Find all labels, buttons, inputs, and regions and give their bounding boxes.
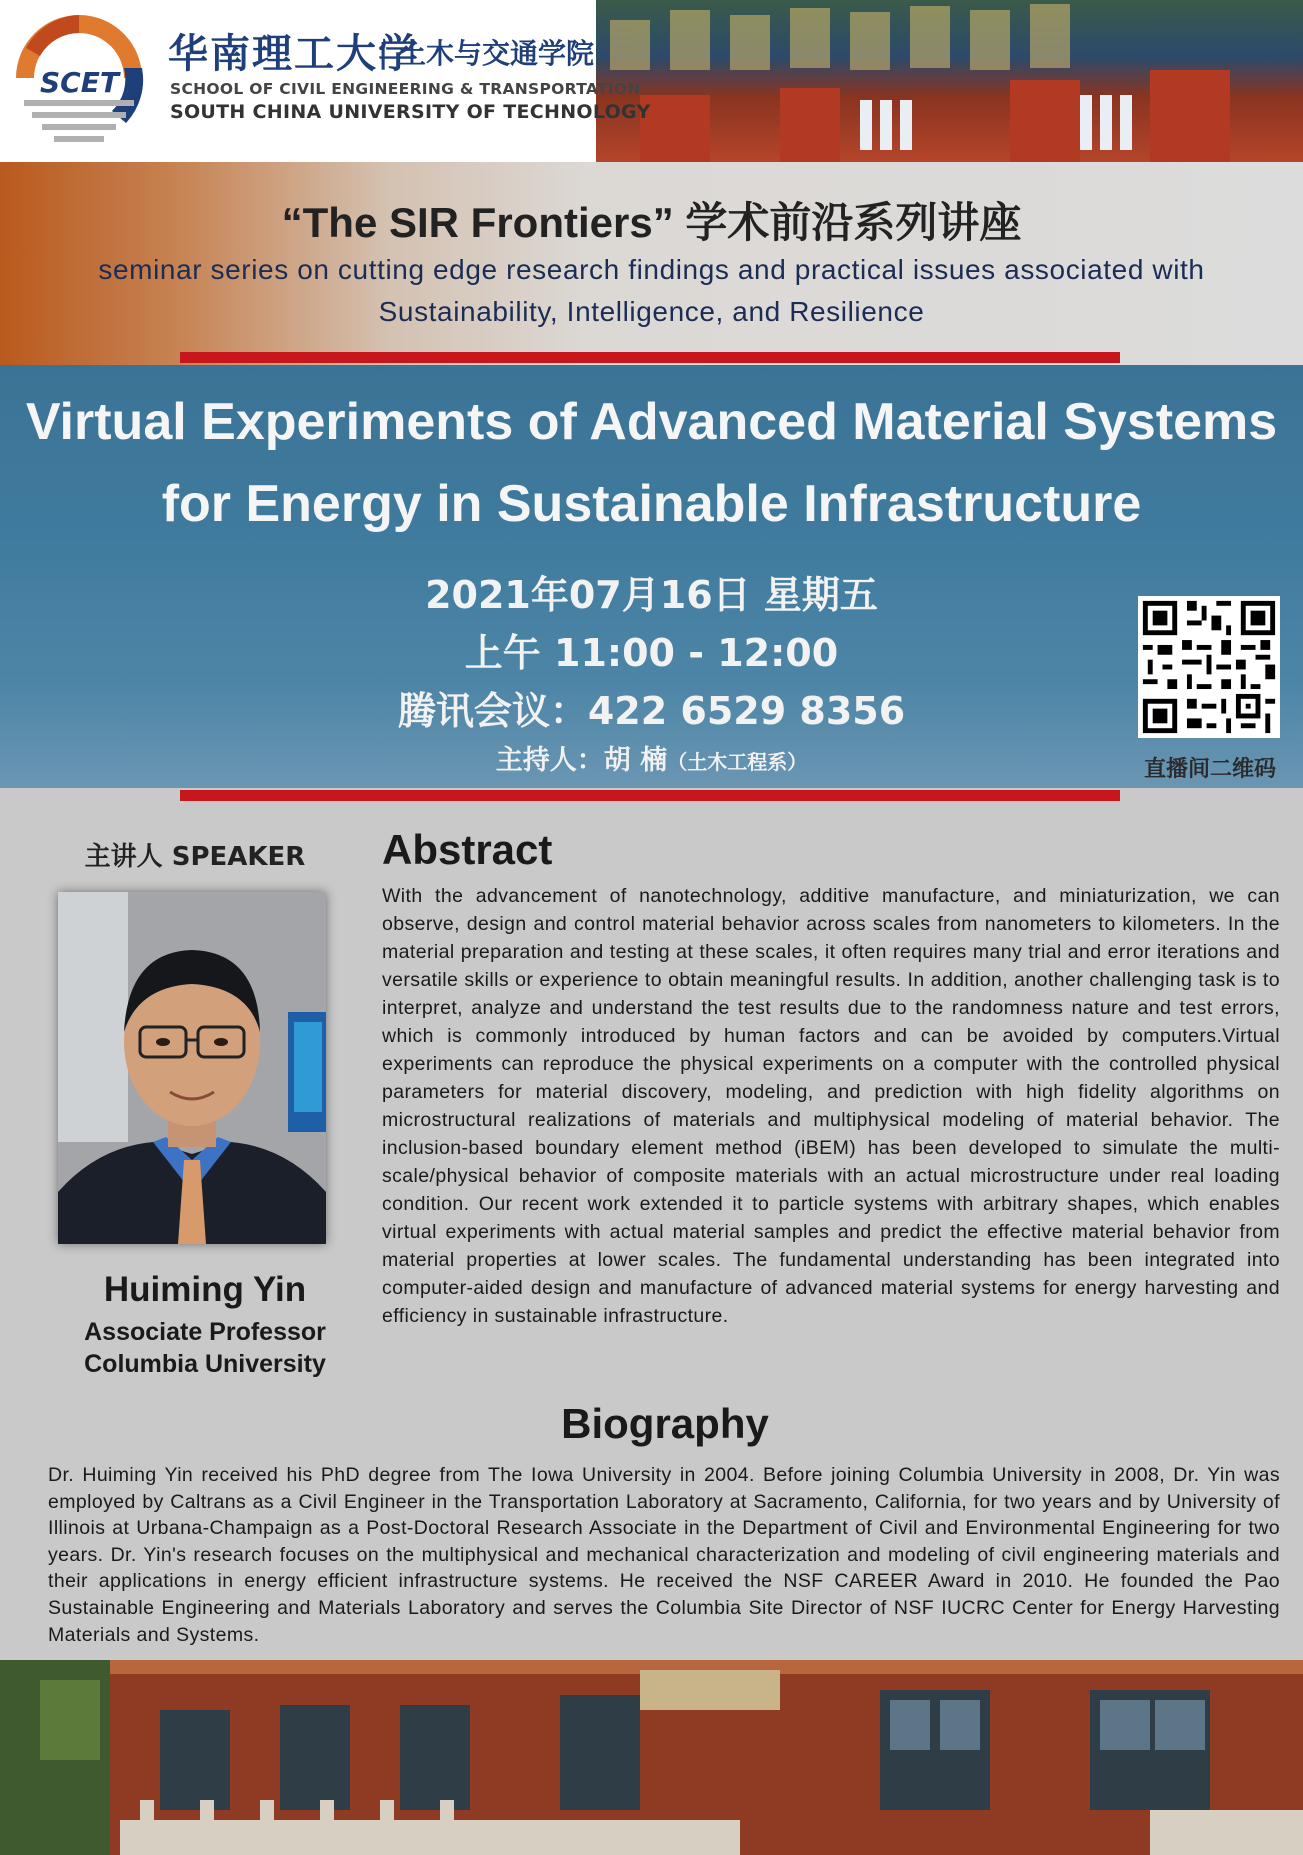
- tencent-meeting-id: 腾讯会议：422 6529 8356: [397, 689, 906, 733]
- host-name: 主持人：胡 楠: [495, 745, 668, 776]
- speaker-title: Associate Professor: [84, 1318, 326, 1346]
- university-name-en: SOUTH CHINA UNIVERSITY OF TECHNOLOGY: [170, 101, 651, 123]
- event-host: [0, 738, 1303, 777]
- university-name-cn: 华南理工大学: [168, 30, 420, 77]
- qr-code-label: 直播间二维码: [1143, 757, 1276, 782]
- abstract-heading: Abstract: [382, 826, 553, 873]
- qr-code-icon: [1138, 596, 1280, 738]
- red-divider-bottom: [180, 790, 1120, 801]
- speaker-photo: [58, 892, 326, 1244]
- school-logo-panel: [0, 0, 651, 162]
- logo-text: SCET: [40, 66, 119, 99]
- biography-text: Dr. Huiming Yin received his PhD degree from The Iowa University in 2004. Before joining Columbia University in 2008, Dr. Yin was employed by Caltrans as a Civil Engineer in the Transportation Laboratory at Sacramento, California, for two years and by University of Illinois at Urbana-Champaign as a Post-Doctoral Research Associate in the Department of Civil and Environmental Engineering for two years. Dr. Yin's research focuses on the multiphysical and mechanical characterization and modeling of civil engineering materials and their applications in energy efficient infrastructure systems. He received the NSF CAREER Award in 2010. He founded the Pao Sustainable Engineering and Materials Laboratory and serves the Columbia Site Director of NSF IUCRC Center for Energy Harvesting Materials and Systems.: [48, 1464, 1280, 1646]
- school-name-en: SCHOOL OF CIVIL ENGINEERING & TRANSPORTATION: [170, 80, 641, 98]
- speaker-name: Huiming Yin: [103, 1270, 307, 1309]
- series-subtitle: seminar series on cutting edge research findings and practical issues associated with: [98, 254, 1205, 285]
- event-time: 上午 11:00 - 12:00: [464, 631, 839, 675]
- footer-building-photo: [0, 1660, 1303, 1855]
- host-department: （土木工程系）: [667, 750, 808, 774]
- biography-heading: Biography: [561, 1400, 769, 1447]
- speaker-affiliation: Columbia University: [84, 1350, 326, 1378]
- series-themes: Sustainability, Intelligence, and Resilience: [378, 296, 925, 327]
- campus-building-photo: [0, 1660, 1303, 1855]
- speaker-heading: 主讲人 SPEAKER: [84, 842, 306, 872]
- event-date: 2021年07月16日 星期五: [425, 573, 878, 617]
- series-title: “The SIR Frontiers” 学术前沿系列讲座: [281, 199, 1022, 246]
- livestream-qr-code[interactable]: [1138, 596, 1280, 738]
- talk-title-line1: Virtual Experiments of Advanced Material Systems: [25, 393, 1278, 451]
- school-name-cn: | 土木与交通学院: [378, 37, 594, 70]
- red-divider-top: [180, 352, 1120, 363]
- speaker-portrait-icon: [58, 892, 326, 1244]
- talk-title-line2: for Energy in Sustainable Infrastructure: [161, 475, 1142, 533]
- abstract-text: With the advancement of nanotechnology, additive manufacture, and miniaturization, we can observe, design and control material behavior across scales from nanometers to kilometers. In the material preparation and testing at these scales, it often requires many trial and error iterations and versatile skills or experience to obtain meaningful results. In addition, another challenging task is to interpret, analyze and understand the test results due to the randomness nature and test errors, which is commonly introduced by human factors and can be avoided by computers.Virtual experiments can reproduce the physical experiments on a computer with the controlled physical parameters for material discovery, modeling, and prediction with high fidelity algorithms on microstructural realizations of materials and multiphysical modeling of material behavior. The inclusion-based boundary element method (iBEM) has been developed to simulate the multi-scale/physical behavior of composite materials with an actual microstructure under real loading condition. Our recent work extended it to particle systems with arbitrary shapes, which enables virtual experiments with actual material samples and predict the effective material behavior from material properties at lower scales. The fundamental understanding has been integrated into computer-aided design and manufacture of advanced material systems for energy harvesting and efficiency in sustainable infrastructure.: [382, 885, 1280, 1327]
